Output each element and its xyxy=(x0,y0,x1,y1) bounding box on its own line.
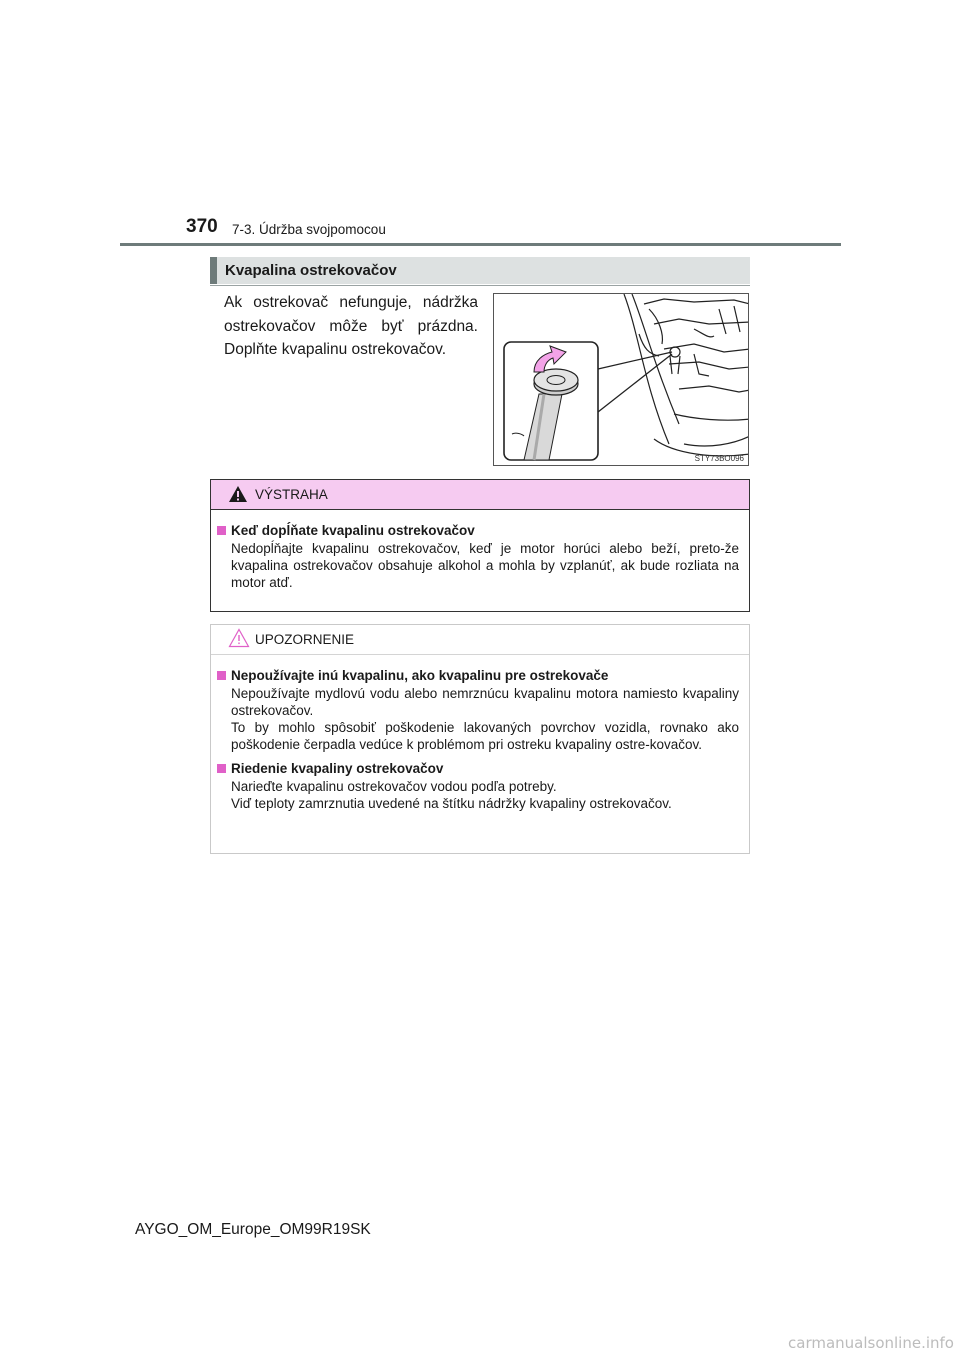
header-rule xyxy=(120,243,841,246)
page-number: 370 xyxy=(186,216,218,237)
notice-item xyxy=(217,667,739,753)
washer-tank-illustration xyxy=(494,294,749,466)
warning-item-text: Nedopĺňajte kvapalinu ostrekovačov, keď je motor horúci alebo beží, preto-že kvapalina ostrekovačov obsahuje alkohol a mohla by vzplanúť, ak bude rozliata na motor atď. xyxy=(231,541,739,590)
square-bullet-icon xyxy=(217,764,226,773)
warning-item-title: Keď dopĺňate kvapalinu ostrekovačov xyxy=(217,522,739,540)
warning-item xyxy=(217,522,739,591)
square-bullet-icon xyxy=(217,671,226,680)
notice-item-title: Nepoužívajte inú kvapalinu, ako kvapalinu pre ostrekovače xyxy=(217,667,739,685)
footer-doc-id: AYGO_OM_Europe_OM99R19SK xyxy=(135,1221,371,1238)
notice-item-text: To by mohlo spôsobiť poškodenie lakovaných povrchov vozidla, rovnako ako poškodenie čerpadla vedúce k problémom pri ostreku kvapaliny ostre-kovačov. xyxy=(231,720,739,752)
notice-label: UPOZORNENIE xyxy=(255,632,355,647)
figure-code: STY73BO096 xyxy=(694,454,744,463)
chapter-title: 7-3. Údržba svojpomocou xyxy=(232,222,386,237)
intro-text: Ak ostrekovač nefunguje, nádržka ostrekovačov môže byť prázdna. Doplňte kvapalinu ostrekovačov. xyxy=(224,294,478,358)
warning-header xyxy=(211,480,749,510)
notice-item-title: Riedenie kvapaliny ostrekovačov xyxy=(217,760,739,778)
caution-triangle-icon xyxy=(228,628,250,653)
illustration xyxy=(493,293,749,466)
notice-box xyxy=(210,624,750,854)
warning-box xyxy=(210,479,750,612)
notice-item-text: Nepoužívajte mydlovú vodu alebo nemrznúcu kvapalinu motora namiesto kvapaliny ostrekovačov. xyxy=(231,686,739,718)
watermark[interactable]: carmanualsonline.info xyxy=(788,1334,954,1352)
section-title: Kvapalina ostrekovačov xyxy=(210,257,750,284)
warning-triangle-icon xyxy=(228,485,248,508)
notice-item-text: Narieďte kvapalinu ostrekovačov vodou podľa potreby. xyxy=(231,779,557,794)
notice-header xyxy=(211,625,749,655)
warning-label: VÝSTRAHA xyxy=(255,487,328,502)
notice-item-text: Viď teploty zamrznutia uvedené na štítku nádržky kvapaliny ostrekovačov. xyxy=(231,796,672,811)
square-bullet-icon xyxy=(217,526,226,535)
notice-item xyxy=(217,760,739,812)
